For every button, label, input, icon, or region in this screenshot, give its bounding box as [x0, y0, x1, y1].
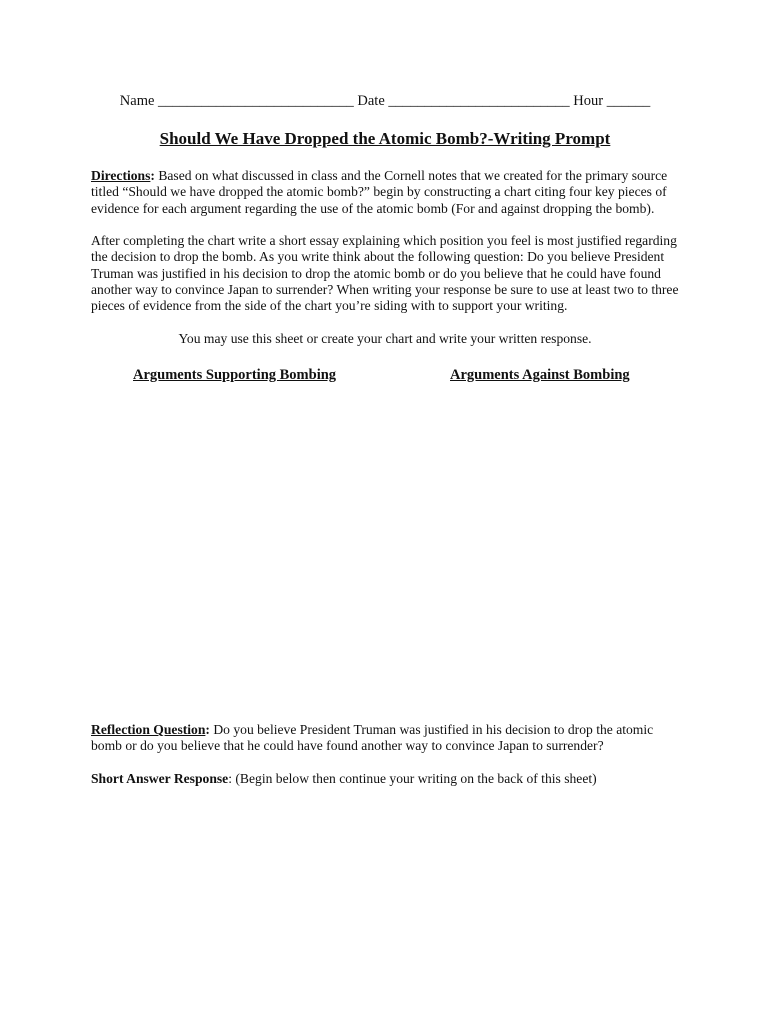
essay-instructions-paragraph: After completing the chart write a short essay explaining which position you feel is most justified regarding the decision to drop the bomb. As you write think about the following question: Do you believe President Truman was justified in his decision to drop the atomic bomb or do you believe that he could have found another way to convince Japan to surrender? When writing your response be sure to use at least two to three pieces of evidence from the side of the chart you’re siding with to support your writing.: [91, 233, 679, 314]
short-answer-label: Short Answer Response: [91, 771, 229, 786]
short-answer-paragraph: [91, 771, 683, 787]
directions-text: Based on what discussed in class and the Cornell notes that we created for the primary source titled “Should we have dropped the atomic bomb?” begin by constructing a chart citing four key pieces of evidence for each argument regarding the use of the atomic bomb (For and against dropping the bomb).: [91, 168, 668, 216]
arguments-chart-blank-area: [91, 392, 683, 707]
directions-paragraph: [91, 168, 683, 217]
against-arguments-heading: Arguments Against Bombing: [450, 367, 630, 383]
name-date-hour-line: Name ___________________________ Date _________________________ Hour ______: [119, 93, 651, 109]
short-answer-text: : (Begin below then continue your writing on the back of this sheet): [228, 771, 597, 786]
page-title: Should We Have Dropped the Atomic Bomb?-Writing Prompt: [159, 129, 611, 148]
reflection-text: Do you believe President Truman was justified in his decision to drop the atomic bomb or do you believe that he could have found another way to convince Japan to surrender?: [91, 722, 654, 754]
supporting-arguments-heading: Arguments Supporting Bombing: [133, 367, 337, 383]
may-use-note: You may use this sheet or create your chart and write your written response.: [178, 331, 592, 346]
reflection-colon: :: [205, 722, 210, 737]
reflection-label: Reflection Question: [91, 722, 206, 737]
directions-colon: :: [150, 168, 155, 183]
directions-label: Directions: [91, 168, 151, 183]
reflection-question-paragraph: [91, 722, 683, 755]
